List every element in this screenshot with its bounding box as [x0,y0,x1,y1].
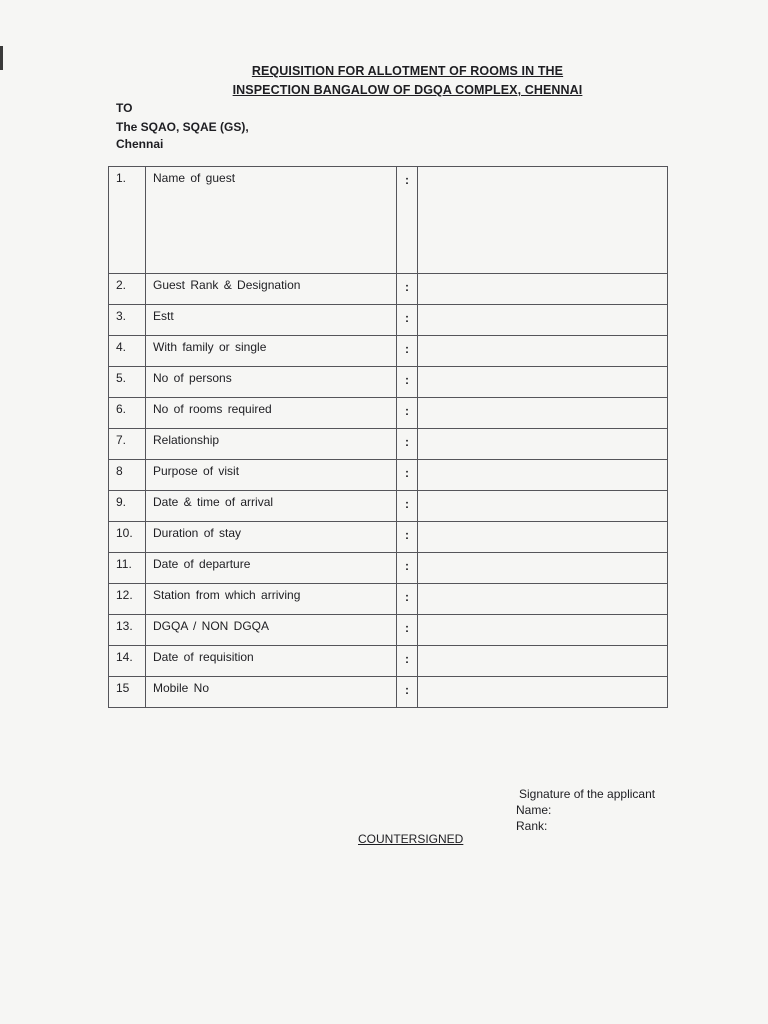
mobile-field[interactable] [418,677,668,708]
row-colon: : [397,429,418,460]
row-label: Date of requisition [146,646,397,677]
row-label: Station from which arriving [146,584,397,615]
num-persons-field[interactable] [418,367,668,398]
family-or-single-field[interactable] [418,336,668,367]
row-number: 3. [109,305,146,336]
row-number: 7. [109,429,146,460]
table-row [109,305,668,336]
requisition-date-field[interactable] [418,646,668,677]
row-label: Name of guest [146,167,397,274]
guest-rank-field[interactable] [418,274,668,305]
signature-rank: Rank: [516,819,548,833]
rooms-required-field[interactable] [418,398,668,429]
row-colon: : [397,305,418,336]
table-row [109,615,668,646]
page-edge-mark [0,46,3,70]
form-title-line1: REQUISITION FOR ALLOTMENT OF ROOMS IN THE [251,64,564,78]
row-label: Estt [146,305,397,336]
row-label: Purpose of visit [146,460,397,491]
row-number: 2. [109,274,146,305]
row-label: Mobile No [146,677,397,708]
row-colon: : [397,522,418,553]
row-number: 13. [109,615,146,646]
row-label: With family or single [146,336,397,367]
row-colon: : [397,646,418,677]
table-row [109,398,668,429]
table-row [109,584,668,615]
table-row [109,646,668,677]
table-row [109,522,668,553]
row-label: Date & time of arrival [146,491,397,522]
relationship-field[interactable] [418,429,668,460]
row-number: 12. [109,584,146,615]
row-colon: : [397,584,418,615]
purpose-field[interactable] [418,460,668,491]
row-label: No of rooms required [146,398,397,429]
departure-field[interactable] [418,553,668,584]
table-row [109,553,668,584]
row-colon: : [397,367,418,398]
table-row [109,336,668,367]
countersigned-label: COUNTERSIGNED [358,832,464,846]
row-number: 10. [109,522,146,553]
table-row [109,677,668,708]
row-colon: : [397,677,418,708]
row-label: Relationship [146,429,397,460]
table-row [109,167,668,274]
row-number: 1. [109,167,146,274]
row-number: 6. [109,398,146,429]
row-colon: : [397,167,418,274]
row-label: DGQA / NON DGQA [146,615,397,646]
row-number: 14. [109,646,146,677]
row-colon: : [397,553,418,584]
row-number: 8 [109,460,146,491]
station-field[interactable] [418,584,668,615]
row-label: Guest Rank & Designation [146,274,397,305]
row-colon: : [397,460,418,491]
address-to: TO [116,101,133,115]
row-label: Duration of stay [146,522,397,553]
signature-name: Name: [516,803,552,817]
table-row [109,460,668,491]
form-title-line2: INSPECTION BANGALOW OF DGQA COMPLEX, CHENNAI [232,83,583,97]
row-colon: : [397,398,418,429]
arrival-field[interactable] [418,491,668,522]
row-colon: : [397,491,418,522]
row-number: 9. [109,491,146,522]
row-colon: : [397,274,418,305]
table-row [109,491,668,522]
row-colon: : [397,336,418,367]
table-row [109,429,668,460]
estt-field[interactable] [418,305,668,336]
row-number: 15 [109,677,146,708]
guest-name-field[interactable] [418,167,668,274]
table-row [109,367,668,398]
row-number: 5. [109,367,146,398]
requisition-table [108,166,668,708]
address-line1: The SQAO, SQAE (GS), [116,120,249,134]
duration-field[interactable] [418,522,668,553]
signature-label: Signature of the applicant [519,787,656,801]
row-colon: : [397,615,418,646]
address-line2: Chennai [116,137,164,151]
row-label: No of persons [146,367,397,398]
row-label: Date of departure [146,553,397,584]
dgqa-field[interactable] [418,615,668,646]
row-number: 4. [109,336,146,367]
table-row [109,274,668,305]
row-number: 11. [109,553,146,584]
